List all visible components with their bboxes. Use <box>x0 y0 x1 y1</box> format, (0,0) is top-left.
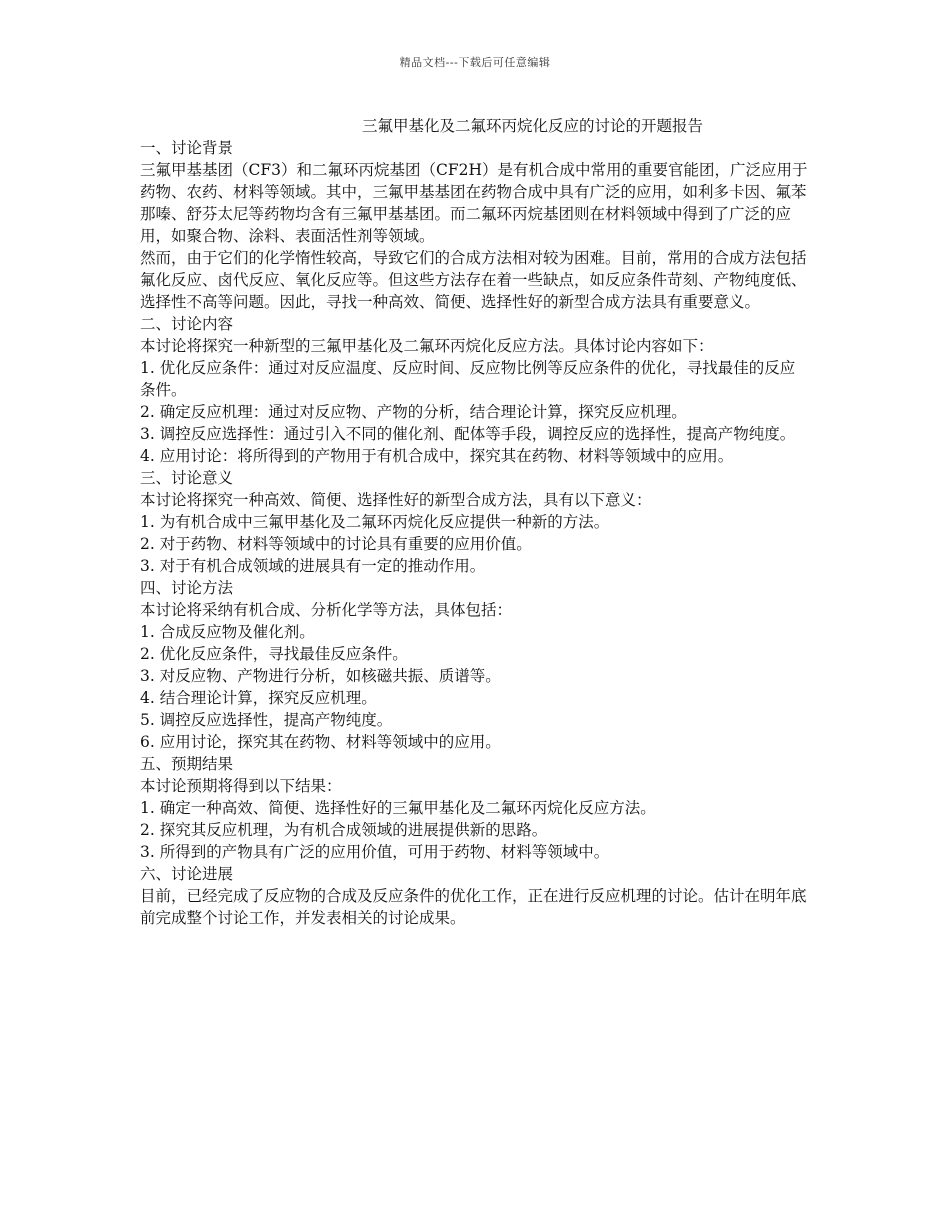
section-heading: 二、讨论内容 <box>140 315 234 333</box>
list-item: 4. 应用讨论：将所得到的产物用于有机合成中，探究其在药物、材料等领域中的应用。 <box>140 447 734 465</box>
section-heading: 四、讨论方法 <box>140 579 234 597</box>
paragraph: 本讨论预期将得到以下结果： <box>140 777 342 795</box>
list-item: 1. 优化反应条件：通过对反应温度、反应时间、反应物比例等反应条件的优化，寻找最佳的反应条件。 <box>140 359 796 399</box>
section-expected-results <box>140 753 810 863</box>
section-content <box>140 313 810 467</box>
list-item: 1. 确定一种高效、简便、选择性好的三氟甲基化及二氟环丙烷化反应方法。 <box>140 799 656 817</box>
section-methods <box>140 577 810 753</box>
section-significance <box>140 467 810 577</box>
list-item: 2. 优化反应条件，寻找最佳反应条件。 <box>140 645 408 663</box>
list-item: 3. 所得到的产物具有广泛的应用价值，可用于药物、材料等领域中。 <box>140 843 610 861</box>
list-item: 4. 结合理论计算，探究反应机理。 <box>140 689 377 707</box>
list-item: 2. 对于药物、材料等领域中的讨论具有重要的应用价值。 <box>140 535 532 553</box>
section-progress <box>140 863 810 929</box>
section-background <box>140 137 810 313</box>
list-item: 2. 探究其反应机理，为有机合成领域的进展提供新的思路。 <box>140 821 548 839</box>
paragraph: 本讨论将探究一种高效、简便、选择性好的新型合成方法，具有以下意义： <box>140 491 652 509</box>
list-item: 5. 调控反应选择性，提高产物纯度。 <box>140 711 393 729</box>
list-item: 3. 对反应物、产物进行分析，如核磁共振、质谱等。 <box>140 667 501 685</box>
paragraph: 然而，由于它们的化学惰性较高，导致它们的合成方法相对较为困难。目前，常用的合成方法包括氟化反应、卤代反应、氧化反应等。但这些方法存在着一些缺点，如反应条件苛刻、产物纯度低、选择性不高等问题。因此，寻找一种高效、简便、选择性好的新型合成方法具有重要意义。 <box>140 249 807 311</box>
paragraph: 三氟甲基基团（CF3）和二氟环丙烷基团（CF2H）是有机合成中常用的重要官能团，广泛应用于药物、农药、材料等领域。其中，三氟甲基基团在药物合成中具有广泛的应用，如利多卡因、氟苯那嗪、舒芬太尼等药物均含有三氟甲基基团。而二氟环丙烷基团则在材料领域中得到了广泛的应用，如聚合物、涂料、表面活性剂等领域。 <box>140 161 808 245</box>
list-item: 1. 合成反应物及催化剂。 <box>140 623 315 641</box>
section-heading: 六、讨论进展 <box>140 865 234 883</box>
document-body <box>140 115 810 929</box>
list-item: 3. 调控反应选择性：通过引入不同的催化剂、配体等手段，调控反应的选择性，提高产物纯度。 <box>140 425 796 443</box>
list-item: 6. 应用讨论，探究其在药物、材料等领域中的应用。 <box>140 733 501 751</box>
page-header: 精品文档---下载后可任意编辑 <box>399 56 551 69</box>
list-item: 3. 对于有机合成领域的进展具有一定的推动作用。 <box>140 557 486 575</box>
paragraph: 目前，已经完成了反应物的合成及反应条件的优化工作，正在进行反应机理的讨论。估计在明年底前完成整个讨论工作，并发表相关的讨论成果。 <box>140 887 807 927</box>
list-item: 2. 确定反应机理：通过对反应物、产物的分析，结合理论计算，探究反应机理。 <box>140 403 687 421</box>
section-heading: 三、讨论意义 <box>140 469 234 487</box>
list-item: 1. 为有机合成中三氟甲基化及二氟环丙烷化反应提供一种新的方法。 <box>140 513 610 531</box>
section-heading: 五、预期结果 <box>140 755 234 773</box>
section-heading: 一、讨论背景 <box>140 139 234 157</box>
paragraph: 本讨论将采纳有机合成、分析化学等方法，具体包括： <box>140 601 513 619</box>
paragraph: 本讨论将探究一种新型的三氟甲基化及二氟环丙烷化反应方法。具体讨论内容如下： <box>140 337 714 355</box>
document-title: 三氟甲基化及二氟环丙烷化反应的讨论的开题报告 <box>362 117 704 135</box>
